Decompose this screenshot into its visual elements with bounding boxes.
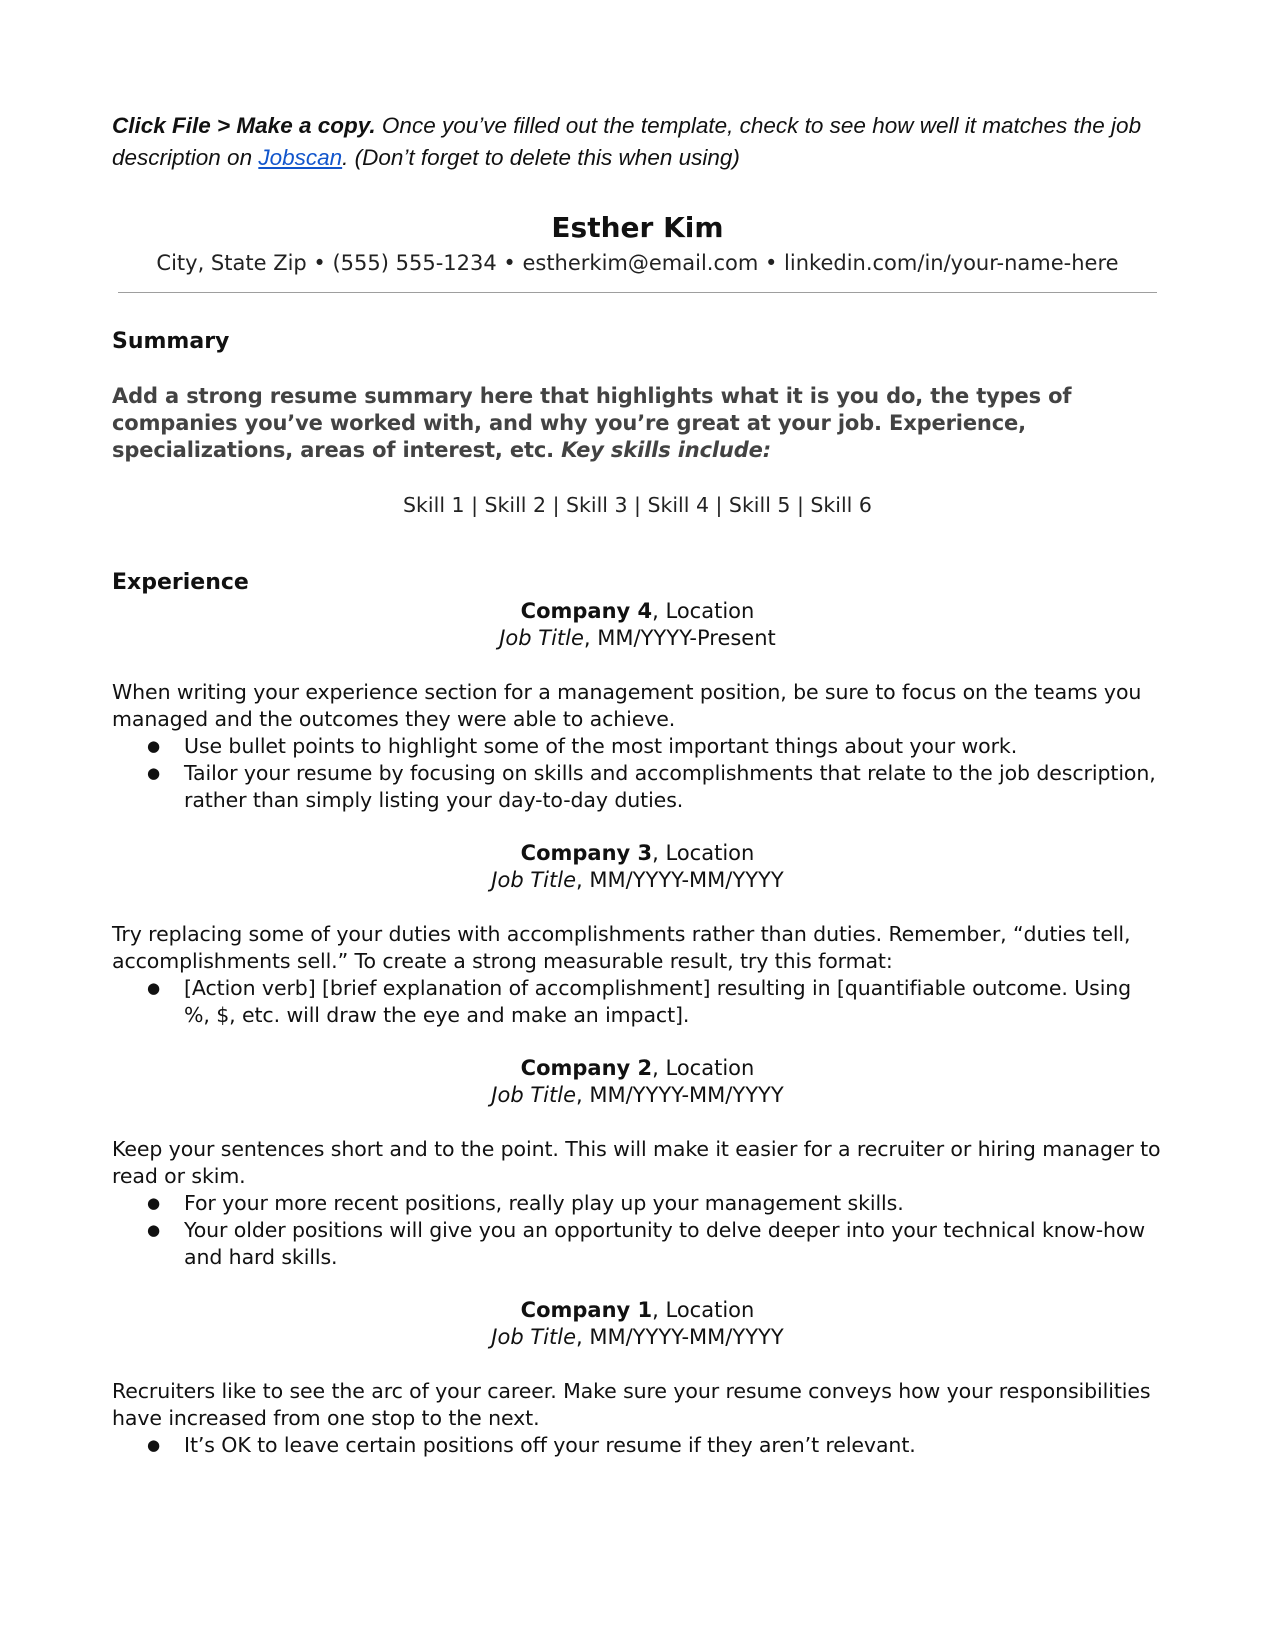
job-entry — [112, 1055, 1163, 1271]
job-company-line — [112, 598, 1163, 625]
job-bullet: ● Tailor your resume by focusing on skills and accomplishments that relate to the job description, rather than simply listing your day-to-day duties. — [184, 760, 1163, 814]
job-dates: , MM/YYYY-Present — [583, 626, 776, 650]
job-location: , Location — [652, 1298, 755, 1322]
summary-body: Add a strong resume summary here that highlights what it is you do, the types of companies you’ve worked with, and why you’re great at your job. Experience, specializations, areas of interest, etc. — [112, 384, 1072, 462]
job-bullet: ● [Action verb] [brief explanation of accomplishment] resulting in [quantifiable outcome. Using %, $, etc. will draw the eye and make an impact]. — [184, 975, 1163, 1029]
job-entry — [112, 1297, 1163, 1459]
job-description: Try replacing some of your duties with accomplishments rather than duties. Remember, “duties tell, accomplishments sell.” To create a strong measurable result, try this format: — [112, 922, 1131, 973]
job-company: Company 1 — [520, 1298, 653, 1322]
job-location: , Location — [652, 1056, 755, 1080]
note-text-after-link: . (Don’t forget to delete this when using) — [342, 145, 740, 170]
job-company-line — [112, 1297, 1163, 1324]
job-title: Job Title — [491, 868, 576, 892]
summary-heading: Summary — [112, 329, 230, 354]
job-title-line — [112, 867, 1163, 894]
job-company: Company 2 — [520, 1056, 653, 1080]
job-bullets — [112, 1432, 1163, 1459]
job-title: Job Title — [499, 626, 584, 650]
skills-list: Skill 1 | Skill 2 | Skill 3 | Skill 4 | Skill 5 | Skill 6 — [403, 493, 872, 517]
job-company-line — [112, 1055, 1163, 1082]
job-bullet: ● It’s OK to leave certain positions off your resume if they aren’t relevant. — [184, 1432, 1163, 1459]
job-bullet: ● For your more recent positions, really play up your management skills. — [184, 1190, 1163, 1217]
template-instructions-note — [112, 110, 1163, 174]
job-company: Company 3 — [520, 841, 653, 865]
key-skills-label: Key skills include: — [561, 438, 771, 462]
job-entry — [112, 840, 1163, 1029]
job-title-line — [112, 1324, 1163, 1351]
job-location: , Location — [652, 841, 755, 865]
summary-text — [112, 383, 1163, 464]
job-description: Recruiters like to see the arc of your career. Make sure your resume conveys how your responsibilities have increased from one stop to the next. — [112, 1379, 1151, 1430]
job-dates: , MM/YYYY-MM/YYYY — [576, 1325, 784, 1349]
job-bullets — [112, 733, 1163, 814]
note-bold-instruction: Click File > Make a copy. — [112, 113, 376, 138]
job-company-line — [112, 840, 1163, 867]
job-title: Job Title — [491, 1083, 576, 1107]
job-entry — [112, 598, 1163, 814]
job-company: Company 4 — [520, 599, 653, 623]
job-bullets — [112, 1190, 1163, 1271]
job-bullet: ● Your older positions will give you an opportunity to delve deeper into your technical know-how and hard skills. — [184, 1217, 1163, 1271]
experience-heading: Experience — [112, 570, 249, 595]
resume-header — [112, 210, 1163, 278]
job-bullet: ● Use bullet points to highlight some of the most important things about your work. — [184, 733, 1163, 760]
note-text-before-link: Once you’ve filled out the template, check to see how well it matches the job description on — [112, 113, 1142, 170]
job-title: Job Title — [491, 1325, 576, 1349]
job-location: , Location — [652, 599, 755, 623]
job-dates: , MM/YYYY-MM/YYYY — [576, 868, 784, 892]
job-dates: , MM/YYYY-MM/YYYY — [576, 1083, 784, 1107]
contact-line: City, State Zip • (555) 555-1234 • estherkim@email.com • linkedin.com/in/your-name-here — [156, 251, 1119, 275]
jobscan-link[interactable]: Jobscan — [258, 145, 343, 170]
job-title-line — [112, 625, 1163, 652]
job-title-line — [112, 1082, 1163, 1109]
job-description: Keep your sentences short and to the point. This will make it easier for a recruiter or hiring manager to read or skim. — [112, 1137, 1161, 1188]
candidate-name: Esther Kim — [551, 211, 724, 244]
job-bullets — [112, 975, 1163, 1029]
header-divider — [118, 292, 1157, 293]
job-description: When writing your experience section for a management position, be sure to focus on the teams you managed and the outcomes they were able to achieve. — [112, 680, 1142, 731]
